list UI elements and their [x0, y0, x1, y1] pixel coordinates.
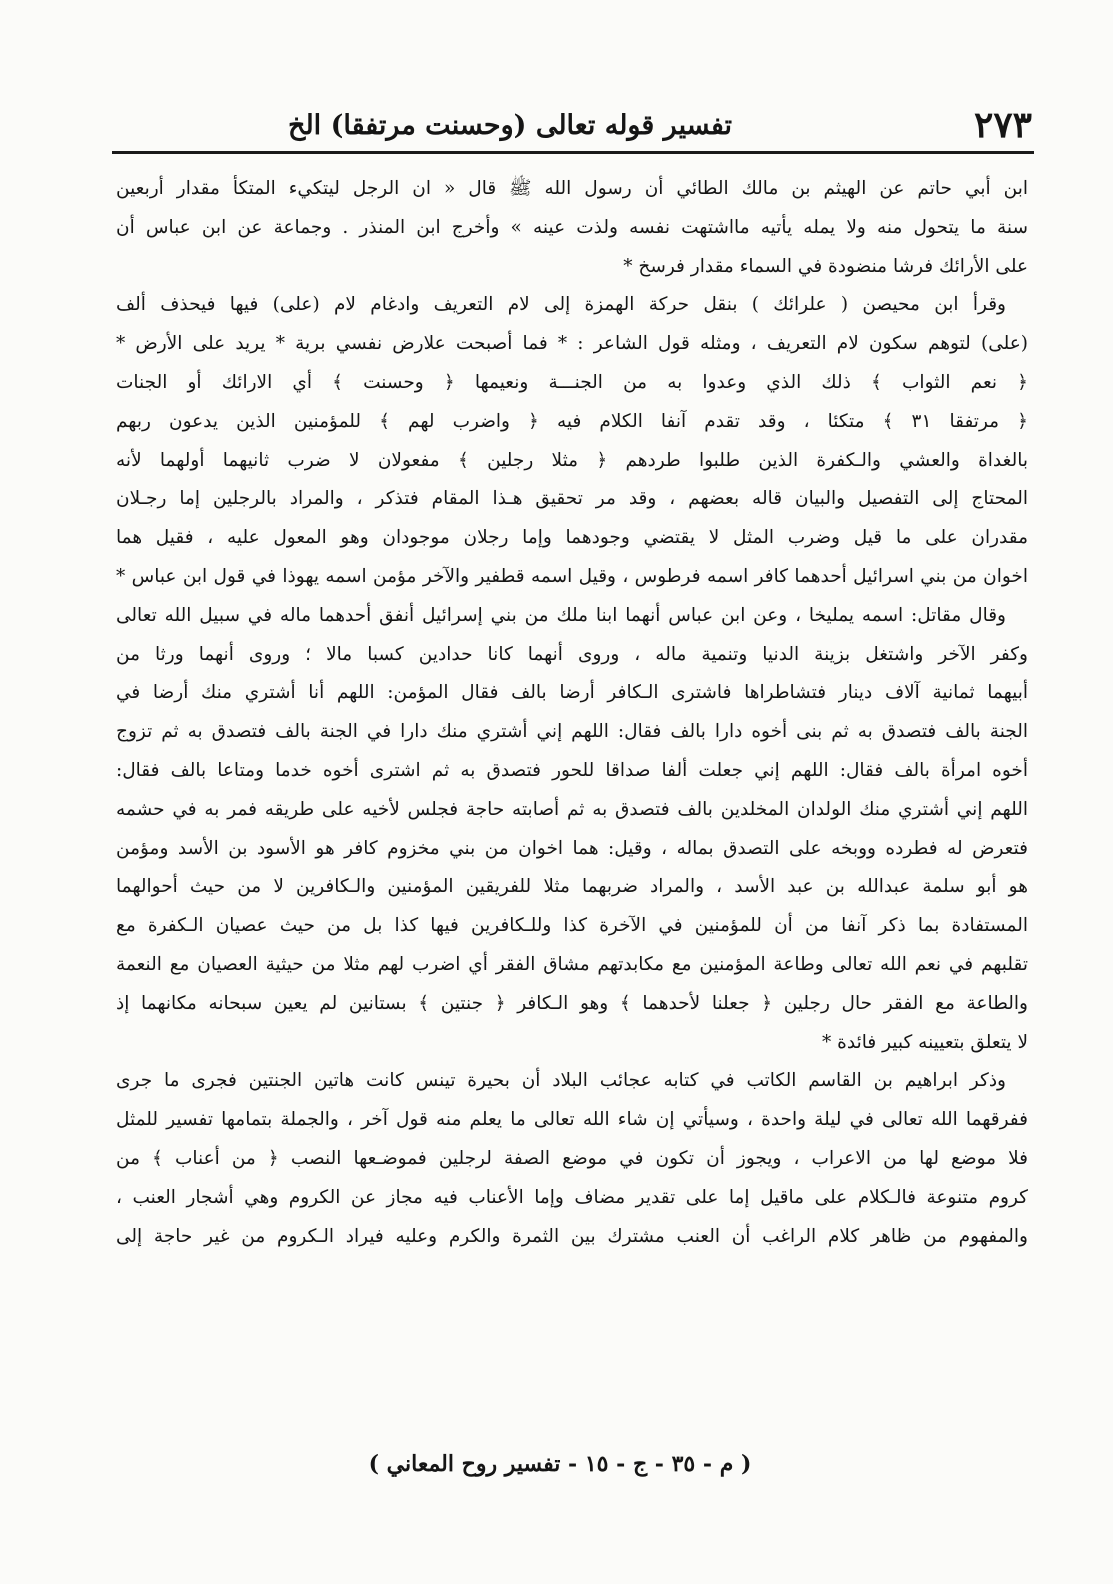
text-line: كروم متنوعة فالـكلام على ماقيل إما على تقدير مضاف وإما الأعناب فيه مجاز عن الكروم وهي أشجار العنب ، — [116, 1186, 1028, 1208]
text-line: (على) لتوهم سكون لام التعريف ، ومثله قول الشاعر : * فما أصبحت علارض نفسي برية * يريد على الأرض * — [116, 333, 1028, 355]
text-line: وكفر الآخر واشتغل بزينة الدنيا وتنمية ماله ، وروى أنهما كانا حدادين كسبا مالا ؛ وروى أنهما ورثا من — [116, 643, 1028, 665]
text-line: بالغداة والعشي والـكفرة الذين طلبوا طردهم ﴿ مثلا رجلين ﴾ مفعولان لا ضرب ثانيهما أولهما لأنه — [116, 449, 1028, 471]
text-line: المستفادة بما ذكر آنفا من أن للمؤمنين في الآخرة كذا وللـكافرين فيها كذا بل من حيث عصيان الـكفرة مع — [116, 915, 1028, 937]
text-line: مقدران على ما قيل وضرب المثل لا يقتضي وجودهما وإما رجلان موجودان وهو المعول عليه ، فقيل هما — [116, 527, 1028, 549]
text-line: ابن أبي حاتم عن الهيثم بن مالك الطائي أن رسول الله ﷺ قال « ان الرجل ليتكيء المتكأ مقدار أربعين — [116, 178, 1028, 199]
page-header — [112, 104, 1032, 150]
text-line: ففرقهما الله تعالى في ليلة واحدة ، وسيأتي إن شاء الله تعالى ما يعلم منه قول آخر ، والجملة بتمامها تفسير للمثل — [116, 1109, 1028, 1131]
header-rule — [112, 151, 1034, 154]
running-title: تفسير قوله تعالى (وحسنت مرتفقا) الخ — [288, 110, 732, 141]
page-number: ٢٧٣ — [973, 104, 1032, 146]
text-line: تقلبهم في نعم الله تعالى وطاعة المؤمنين مع مكابدتهم مشاق الفقر أي اضرب لهم مثلا من حيثية العصيان مع النعمة — [116, 953, 1028, 975]
text-line: اخوان من بني اسرائيل أحدهما كافر اسمه فرطوس ، وقيل اسمه قطفير والآخر مؤمن اسمه يهوذا في قول ابن عباس * — [116, 565, 1028, 587]
footer-signature: ( م - ٣٥ - ج - ١٥ - تفسير روح المعاني ) — [368, 1451, 752, 1477]
text-line: هو أبو سلمة عبدالله بن عبد الأسد ، والمراد ضربهما مثلا للفريقين المؤمنين والـكافرين لا من حيث أحوالهما — [116, 876, 1028, 898]
text-line: ﴿ نعم الثواب ﴾ ذلك الذي وعدوا به من الجنـــة ونعيمها ﴿ وحسنت ﴾ أي الارائك أو الجنات — [116, 371, 1028, 393]
text-line: ﴿ مرتفقا ٣١ ﴾ متكئا ، وقد تقدم آنفا الكلام فيه ﴿ واضرب لهم ﴾ للمؤمنين الذين يدعون ربهم — [116, 410, 1028, 432]
text-line: وذكر ابراهيم بن القاسم الكاتب في كتابه عجائب البلاد أن بحيرة تينس كانت هاتين الجنتين فجرى ما جرى — [116, 1070, 1006, 1092]
text-line: أبيهما ثمانية آلاف دينار فتشاطراها فاشترى الـكافر أرضا بالف فقال المؤمن: اللهم أنا أشتري منك أرضا في — [116, 682, 1028, 704]
text-line: وقال مقاتل: اسمه يمليخا ، وعن ابن عباس أنهما ابنا ملك من بني إسرائيل أنفق أحدهما ماله في سبيل الله تعالى — [116, 604, 1006, 626]
text-line: فتعرض له فطرده ووبخه على التصدق بماله ، وقيل: هما اخوان من بني مخزوم كافر هو الأسود بن الأسد ومؤمن — [116, 837, 1028, 859]
text-line: فلا موضع لها من الاعراب ، ويجوز أن تكون في موضع الصفة لرجلين فموضـعها النصب ﴿ من أعناب ﴾ من — [116, 1147, 1028, 1169]
text-line: المحتاج إلى التفصيل والبيان قاله بعضهم ، وقد مر تحقيق هـذا المقام فتذكر ، والمراد بالرجلين إما رجـلان — [116, 488, 1028, 510]
body-text — [116, 170, 1028, 1256]
text-line: والمفهوم من ظاهر كلام الراغب أن العنب مشترك بين الثمرة والكرم وعليه فيراد الـكروم من غير حاجة إلى — [116, 1225, 1028, 1247]
text-line: اللهم إني أشتري منك الولدان المخلدين بالف فتصدق به ثم أصابته حاجة فجلس لأخيه على طريقه فمر به في حشمه — [116, 798, 1028, 820]
text-line: سنة ما يتحول منه ولا يمله يأتيه مااشتهت نفسه ولذت عينه » وأخرج ابن المنذر . وجماعة عن ابن عباس أن — [116, 216, 1028, 238]
text-line: أخوه امرأة بالف فقال: اللهم إني جعلت ألفا صداقا للحور فتصدق به ثم اشترى أخوه خدما ومتاعا بالف فقال: — [116, 759, 1028, 781]
text-line: لا يتعلق بتعيينه كبير فائدة * — [822, 1031, 1028, 1053]
text-line: والطاعة مع الفقر حال رجلين ﴿ جعلنا لأحدهما ﴾ وهو الـكافر ﴿ جنتين ﴾ بستانين لم يعين سبحانه مكانهما إذ — [116, 992, 1028, 1014]
text-line: وقرأ ابن محيصن ( علرائك ) بنقل حركة الهمزة إلى لام التعريف وادغام لام (على) فيها فيحذف ألف — [116, 294, 1006, 316]
text-line: الجنة بالف فتصدق به ثم بنى أخوه دارا بالف فقال: اللهم إني أشتري منك دارا في الجنة بالف فتصدق به ثم تزوج — [116, 721, 1028, 743]
text-line: على الأرائك فرشا منضودة في السماء مقدار فرسخ * — [623, 255, 1028, 277]
